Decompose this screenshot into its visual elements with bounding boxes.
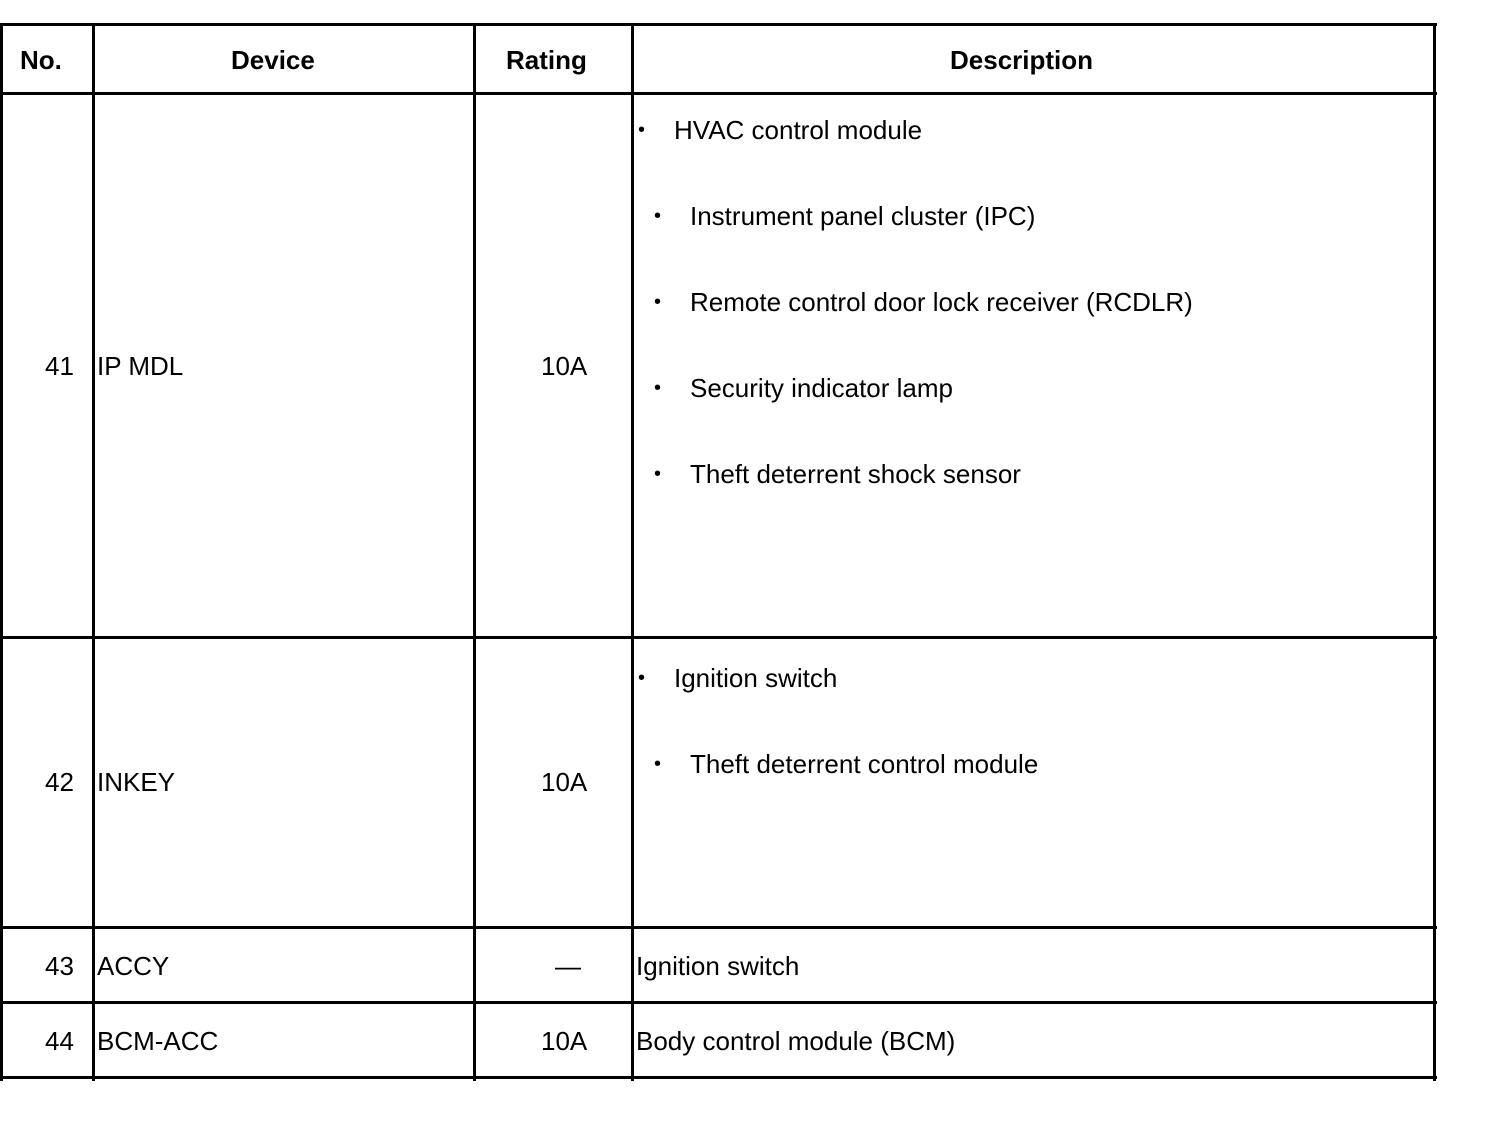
column-divider-rating <box>631 23 634 1081</box>
row-43-description: Ignition switch <box>636 951 800 981</box>
row-41-desc-item: Instrument panel cluster (IPC) <box>690 201 1036 231</box>
bullet-icon: • <box>654 377 662 399</box>
row-44-device: BCM-ACC <box>97 1026 219 1056</box>
header-device: Device <box>231 45 315 75</box>
bullet-icon: • <box>654 291 662 313</box>
row-44-rating: 10A <box>541 1026 588 1056</box>
row-42-desc-item: Ignition switch <box>674 663 838 693</box>
row-43-no: 43 <box>45 951 74 981</box>
bullet-icon: • <box>638 119 646 141</box>
header-description: Description <box>950 45 1094 75</box>
header-divider <box>0 92 1437 95</box>
bullet-icon: • <box>654 205 662 227</box>
column-divider-no <box>92 23 95 1081</box>
table-border-left <box>0 23 3 1081</box>
bullet-icon: • <box>638 667 646 689</box>
column-divider-device <box>473 23 476 1081</box>
row-44-description: Body control module (BCM) <box>636 1026 956 1056</box>
row-42-desc-item: Theft deterrent control module <box>690 749 1039 779</box>
row-43-device: ACCY <box>97 951 170 981</box>
row-41-desc-item: Security indicator lamp <box>690 373 953 403</box>
table-border-right <box>1433 23 1436 1081</box>
table-border-top <box>0 23 1437 26</box>
row-41-desc-item: HVAC control module <box>674 115 923 145</box>
row-divider-43 <box>0 1001 1437 1004</box>
bullet-icon: • <box>654 753 662 775</box>
row-divider-41 <box>0 636 1437 639</box>
row-41-no: 41 <box>45 351 74 381</box>
row-41-rating: 10A <box>541 351 588 381</box>
header-no: No. <box>20 45 62 75</box>
row-44-no: 44 <box>45 1026 74 1056</box>
header-rating: Rating <box>506 45 587 75</box>
row-divider-42 <box>0 926 1437 929</box>
row-41-desc-item: Theft deterrent shock sensor <box>690 459 1021 489</box>
row-41-device: IP MDL <box>97 351 184 381</box>
table-border-bottom <box>0 1076 1437 1079</box>
row-41-desc-item: Remote control door lock receiver (RCDLR) <box>690 287 1193 317</box>
row-42-device: INKEY <box>97 767 176 797</box>
bullet-icon: • <box>654 463 662 485</box>
row-43-rating: — <box>555 951 581 981</box>
row-42-rating: 10A <box>541 767 588 797</box>
row-42-no: 42 <box>45 767 74 797</box>
